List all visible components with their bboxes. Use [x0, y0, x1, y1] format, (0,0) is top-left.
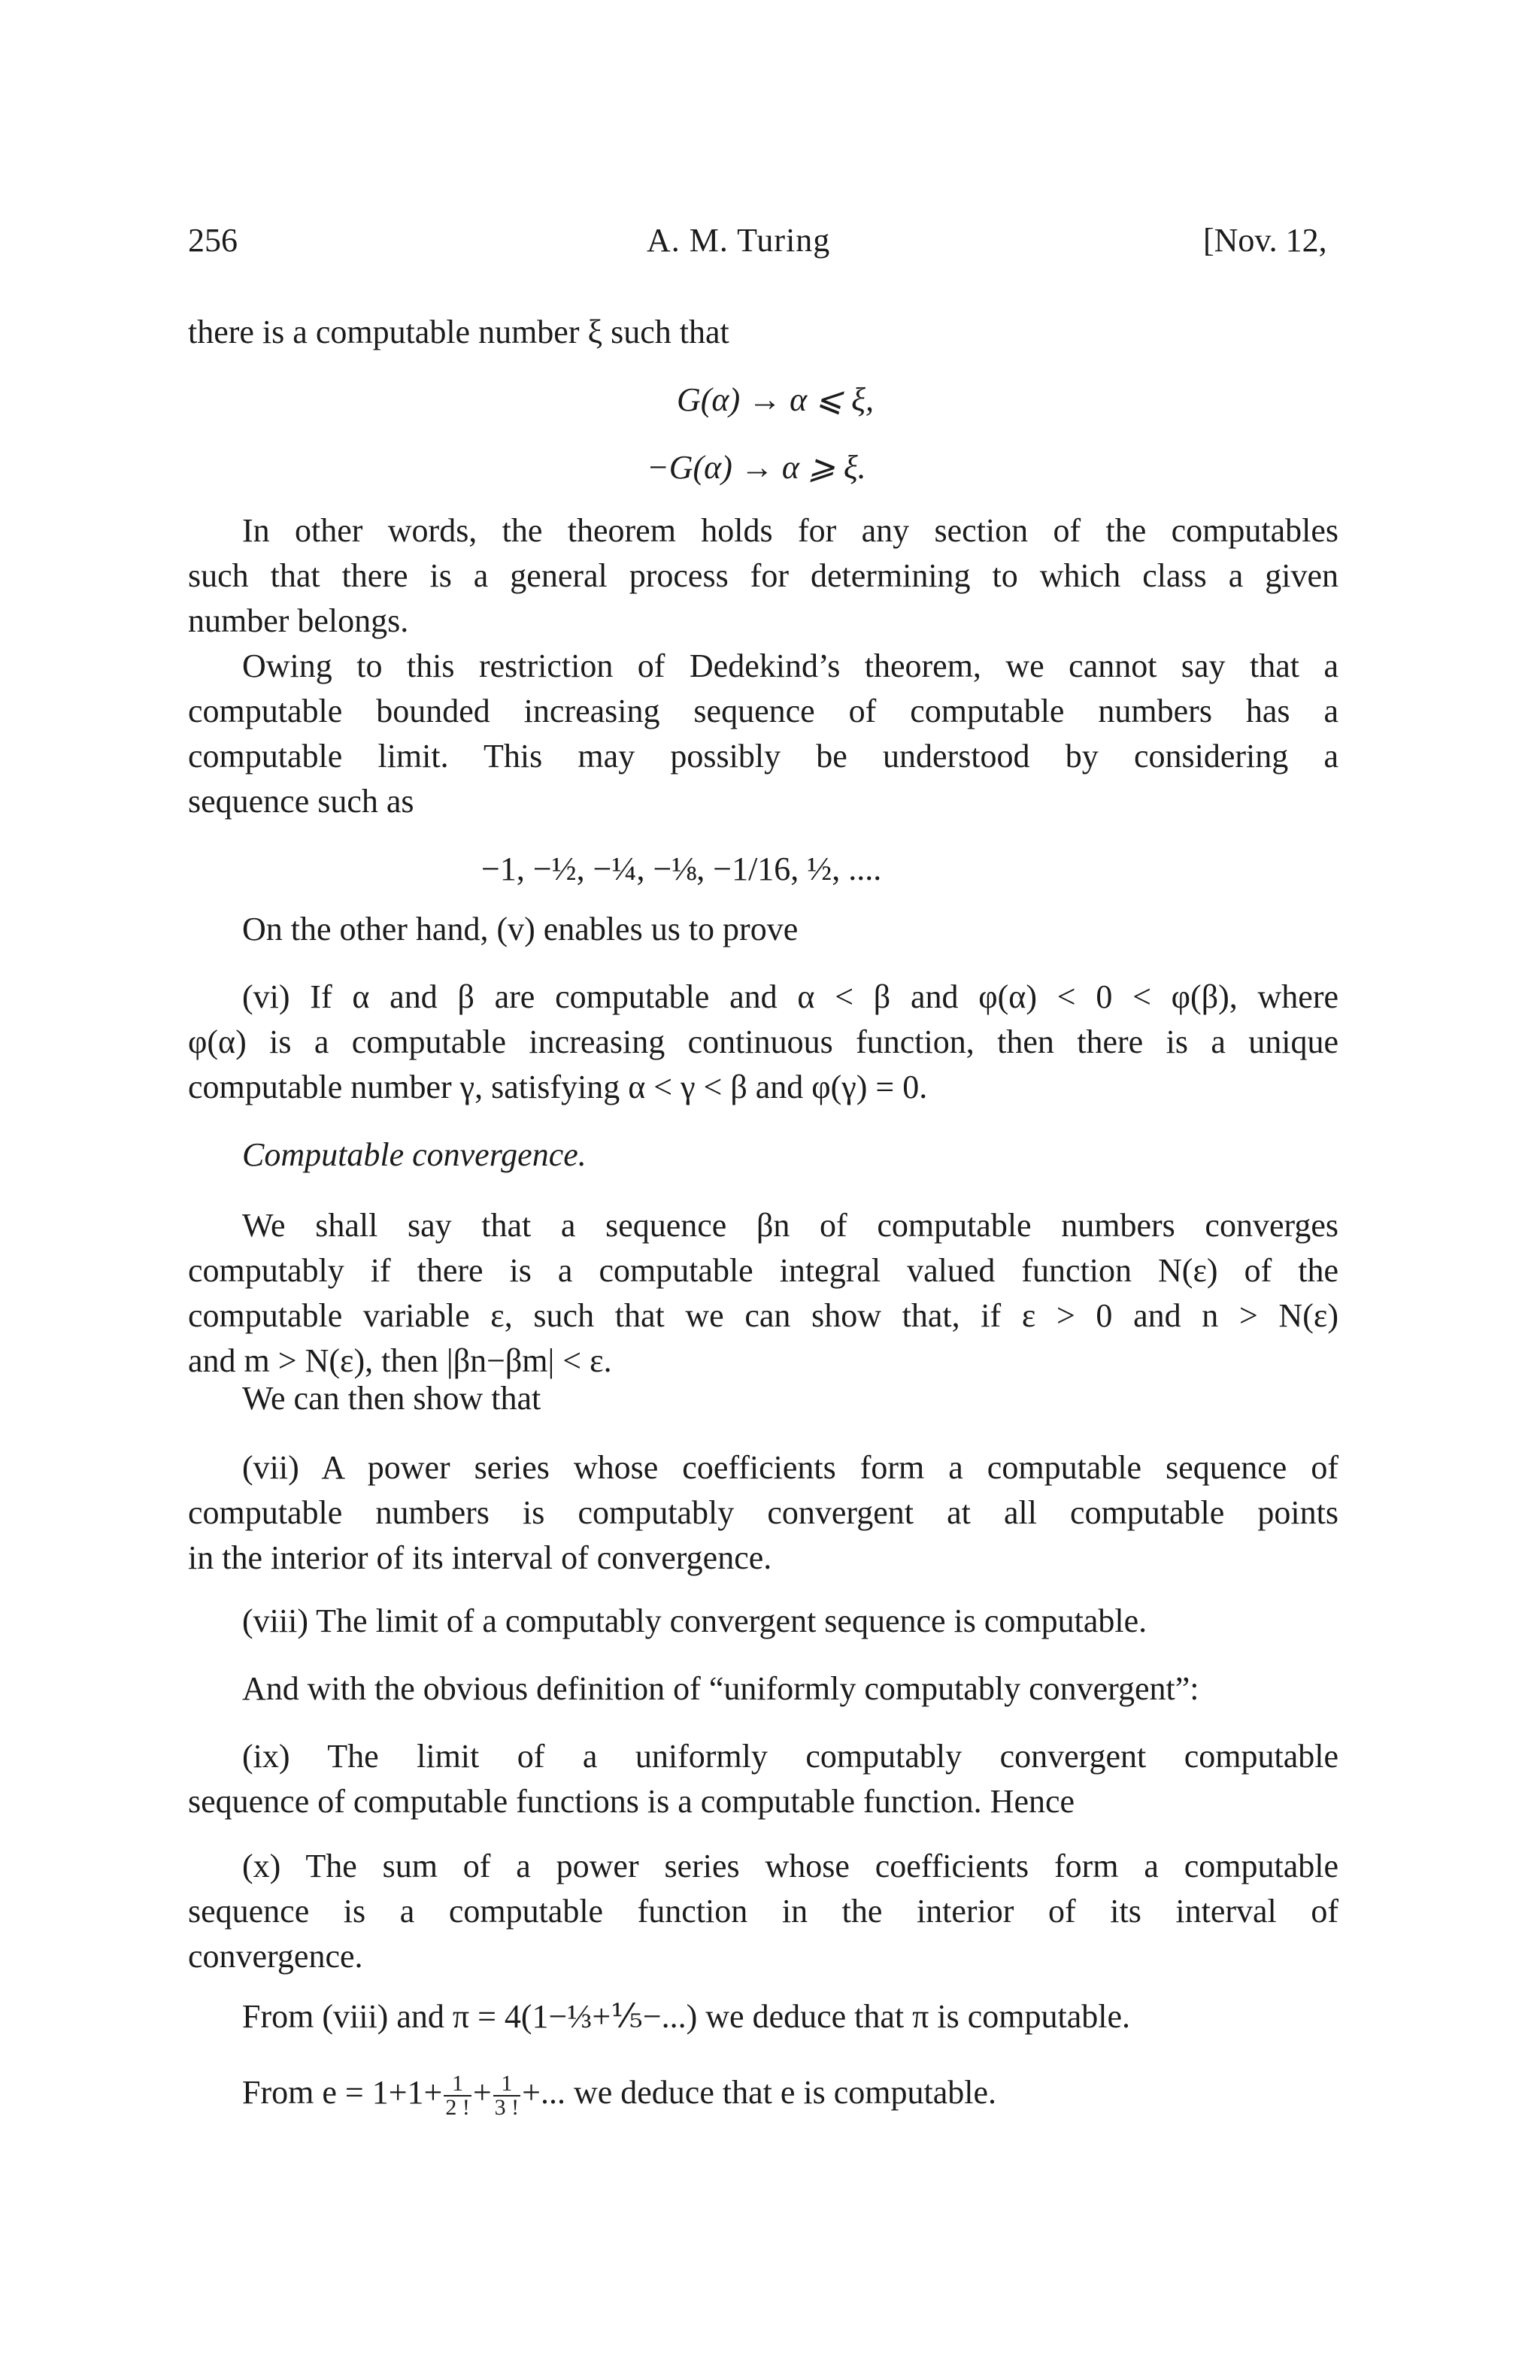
text-line: and m > N(ε), then |βn−βm| < ε. — [188, 1342, 612, 1379]
paragraph-uniform: And with the obvious definition of “uniformly computably convergent”: — [242, 1670, 1199, 1707]
paragraph-on-other-hand: On the other hand, (v) enables us to prove — [242, 911, 799, 947]
fraction-numerator: 1 — [444, 2072, 471, 2097]
fraction-denominator: 2 ! — [445, 2094, 470, 2120]
proposition-ix — [188, 1734, 1338, 1824]
equation-2: −G(α) → α ⩾ ξ. — [647, 449, 866, 486]
text-line: computable number γ, satisfying α < γ < β and φ(γ) = 0. — [188, 1069, 928, 1105]
fraction-numerator: 1 — [493, 2072, 521, 2097]
paragraph-dedekind — [188, 644, 1338, 824]
text-line: sequence such as — [188, 783, 414, 820]
text-line: (ix) The limit of a uniformly computably convergent computable — [242, 1738, 1338, 1775]
fraction-denominator: 3 ! — [494, 2094, 520, 2120]
text-line: computable bounded increasing sequence of computable numbers has a — [188, 693, 1338, 729]
text-line: in the interior of its interval of convergence. — [188, 1539, 772, 1576]
plus-sign: + — [472, 2074, 492, 2111]
paragraph-pi: From (viii) and π = 4(1−⅓+⅕−...) we deduce that π is computable. — [242, 1998, 1130, 2035]
text-line: sequence of computable functions is a computable function. Hence — [188, 1783, 1075, 1820]
section-heading: Computable convergence. — [242, 1136, 587, 1173]
paragraph-we-can-show: We can then show that — [242, 1380, 541, 1417]
e-series-suffix: +... we deduce that e is computable. — [522, 2074, 996, 2111]
proposition-viii: (viii) The limit of a computably convergent sequence is computable. — [242, 1602, 1147, 1639]
text-line: (vii) A power series whose coefficients form a computable sequence of — [242, 1449, 1338, 1486]
equation-1: G(α) → α ⩽ ξ, — [677, 381, 874, 418]
running-author: A. M. Turing — [647, 222, 831, 259]
paragraph-other-words — [188, 508, 1338, 644]
sequence-example: −1, −½, −¼, −⅛, −1/16, ½, .... — [481, 850, 882, 887]
fraction-one-over-two-factorial — [444, 2072, 471, 2119]
proposition-vii — [188, 1445, 1338, 1581]
text-line: We shall say that a sequence βn of computable numbers converges — [242, 1207, 1338, 1244]
paragraph-intro: there is a computable number ξ such that — [188, 314, 729, 350]
text-line: In other words, the theorem holds for any section of the computables — [242, 512, 1338, 549]
text-line: computable variable ε, such that we can show that, if ε > 0 and n > N(ε) — [188, 1297, 1338, 1334]
running-date: [Nov. 12, — [1203, 222, 1327, 259]
proposition-vi — [188, 975, 1338, 1110]
paragraph-definition — [188, 1203, 1338, 1384]
text-line: number belongs. — [188, 602, 409, 639]
text-line: computably if there is a computable integral valued function N(ε) of the — [188, 1252, 1338, 1289]
text-line: such that there is a general process for determining to which class a given — [188, 557, 1338, 594]
page-number: 256 — [188, 222, 238, 259]
text-line: φ(α) is a computable increasing continuous function, then there is a unique — [188, 1023, 1338, 1060]
paragraph-e — [242, 2051, 996, 2134]
text-line: convergence. — [188, 1938, 363, 1975]
proposition-x — [188, 1844, 1338, 1979]
text-line: sequence is a computable function in the interior of its interval of — [188, 1893, 1338, 1930]
text-line: (vi) If α and β are computable and α < β and φ(α) < 0 < φ(β), where — [242, 978, 1338, 1015]
e-series-prefix: From e = 1+1+ — [242, 2074, 443, 2111]
fraction-one-over-three-factorial — [493, 2072, 521, 2119]
text-line: Owing to this restriction of Dedekind’s theorem, we cannot say that a — [242, 647, 1338, 684]
text-line: computable numbers is computably convergent at all computable points — [188, 1494, 1338, 1531]
text-line: computable limit. This may possibly be understood by considering a — [188, 738, 1338, 775]
text-line: (x) The sum of a power series whose coefficients form a computable — [242, 1848, 1338, 1884]
